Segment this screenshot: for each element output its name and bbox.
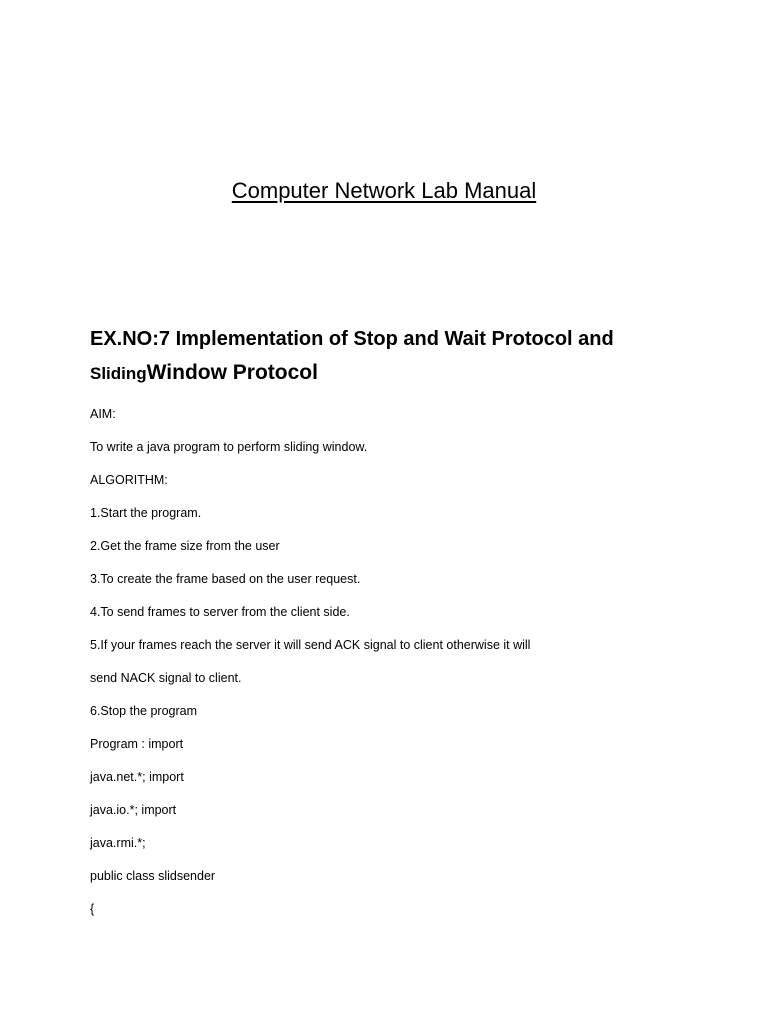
exercise-heading-sliding: Sliding — [90, 364, 147, 383]
algorithm-step-1: 1.Start the program. — [90, 506, 202, 520]
program-line: java.io.*; import — [90, 803, 177, 817]
algorithm-step-3: 3.To create the frame based on the user request. — [90, 572, 361, 586]
algorithm-step-5-continued: send NACK signal to client. — [90, 671, 242, 685]
program-line: { — [90, 902, 95, 916]
exercise-heading-line-1: EX.NO:7 Implementation of Stop and Wait Protocol and — [90, 328, 614, 350]
algorithm-step-5: 5.If your frames reach the server it will send ACK signal to client otherwise it will — [90, 638, 531, 652]
exercise-heading — [90, 322, 690, 391]
aim-text: To write a java program to perform sliding window. — [90, 440, 368, 454]
program-line: java.net.*; import — [90, 770, 184, 784]
program-line: java.rmi.*; — [90, 836, 146, 850]
program-line: Program : import — [90, 737, 184, 751]
algorithm-step-4: 4.To send frames to server from the client side. — [90, 605, 350, 619]
document-body — [90, 404, 710, 932]
document-title: Computer Network Lab Manual — [231, 178, 537, 203]
exercise-heading-line-2 — [90, 356, 690, 391]
algorithm-step-6: 6.Stop the program — [90, 704, 198, 718]
aim-label: AIM: — [90, 407, 116, 421]
program-line: public class slidsender — [90, 869, 216, 883]
algorithm-step-2: 2.Get the frame size from the user — [90, 539, 280, 553]
exercise-heading-window-protocol: Window Protocol — [146, 361, 318, 384]
algorithm-label: ALGORITHM: — [90, 473, 168, 487]
